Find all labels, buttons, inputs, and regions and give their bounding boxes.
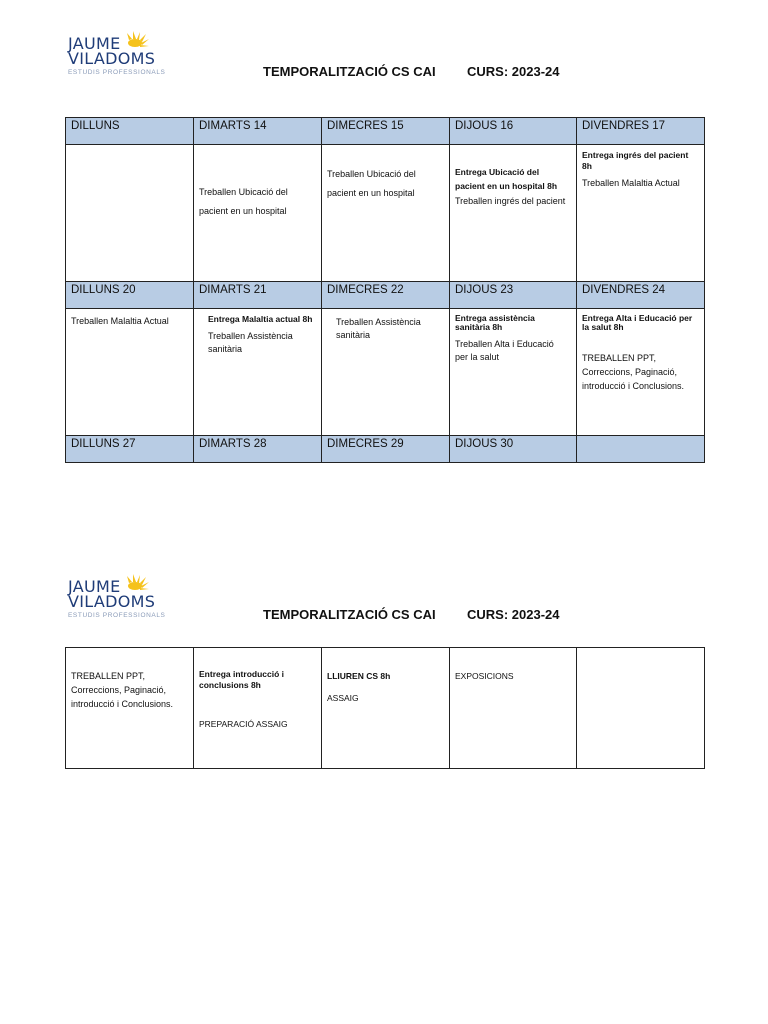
cell-text: Treballen Malaltia Actual (582, 178, 680, 188)
cell-bold-text: Entrega ingrés del pacient 8h (582, 150, 689, 171)
cell-text: TREBALLEN PPT, Correccions, Paginació, introducció i Conclusions. (71, 671, 174, 709)
cell-bold-text: Entrega assistència sanitària 8h (455, 313, 535, 332)
cell-text: EXPOSICIONS (455, 671, 514, 681)
week-header-row (66, 282, 705, 309)
cell-text: Treballen Assistència sanitària (208, 331, 293, 354)
cell-bold-text: Entrega Alta i Educació per la salut 8h (582, 313, 693, 332)
logo-line1: JAUME (68, 34, 121, 53)
day-cell (450, 648, 577, 769)
sun-icon (125, 31, 155, 49)
school-logo (68, 34, 168, 82)
day-cell (194, 145, 322, 282)
schedule-table-2 (65, 647, 705, 769)
course-label: CURS: 2023-24 (467, 64, 560, 79)
day-header: DIMARTS 21 (194, 282, 322, 309)
school-logo (68, 577, 168, 625)
cell-text: Treballen Alta i Educació per la salut (455, 339, 554, 362)
week-header-row (66, 118, 705, 145)
page-title: TEMPORALITZACIÓ CS CAI (263, 607, 436, 622)
logo-tagline: ESTUDIS PROFESSIONALS (68, 612, 166, 619)
day-header: DIMARTS 14 (194, 118, 322, 145)
logo-line2: VILADOMS (68, 592, 156, 611)
day-cell (322, 145, 450, 282)
cell-bold-text: LLIUREN CS 8h (327, 671, 391, 681)
week-header-row (66, 436, 705, 463)
cell-text: ASSAIG (327, 693, 359, 703)
sun-icon (125, 574, 155, 592)
day-header (577, 436, 705, 463)
course-label: CURS: 2023-24 (467, 607, 560, 622)
day-header: DIMECRES 15 (322, 118, 450, 145)
day-header: DIJOUS 30 (450, 436, 577, 463)
day-cell (577, 309, 705, 436)
day-cell (450, 145, 577, 282)
day-cell (322, 648, 450, 769)
day-header: DIVENDRES 24 (577, 282, 705, 309)
logo-line1: JAUME (68, 577, 121, 596)
day-header: DIVENDRES 17 (577, 118, 705, 145)
cell-bold-text: Entrega Malaltia actual 8h (208, 314, 313, 324)
week-row (66, 648, 705, 769)
cell-text: Treballen Ubicació del pacient en un hospital (199, 187, 288, 216)
day-header: DIJOUS 23 (450, 282, 577, 309)
schedule-table (65, 117, 705, 463)
day-cell (66, 145, 194, 282)
day-cell (194, 309, 322, 436)
week-row (66, 145, 705, 282)
day-header: DIMARTS 28 (194, 436, 322, 463)
day-cell (66, 648, 194, 769)
day-header: DILLUNS 27 (66, 436, 194, 463)
day-cell (450, 309, 577, 436)
day-header: DIMECRES 22 (322, 282, 450, 309)
day-cell (194, 648, 322, 769)
logo-tagline: ESTUDIS PROFESSIONALS (68, 69, 166, 76)
day-cell (577, 145, 705, 282)
cell-bold-text: Entrega Ubicació del pacient en un hospital 8h (455, 167, 558, 191)
cell-text: Treballen Assistència sanitària (336, 317, 421, 340)
cell-text: TREBALLEN PPT, Correccions, Paginació, introducció i Conclusions. (582, 353, 685, 391)
cell-text: Treballen Ubicació del pacient en un hospital (327, 169, 416, 198)
cell-text: Treballen ingrés del pacient (455, 196, 566, 206)
day-cell (322, 309, 450, 436)
day-header: DILLUNS 20 (66, 282, 194, 309)
logo-line2: VILADOMS (68, 49, 156, 68)
cell-text: Treballen Malaltia Actual (71, 316, 169, 326)
cell-bold-text: Entrega introducció i conclusions 8h (199, 669, 285, 690)
day-cell (66, 309, 194, 436)
day-header: DIMECRES 29 (322, 436, 450, 463)
day-cell (577, 648, 705, 769)
cell-text: PREPARACIÓ ASSAIG (199, 719, 288, 729)
day-header: DILLUNS (66, 118, 194, 145)
page-title: TEMPORALITZACIÓ CS CAI (263, 64, 436, 79)
day-header: DIJOUS 16 (450, 118, 577, 145)
week-row (66, 309, 705, 436)
